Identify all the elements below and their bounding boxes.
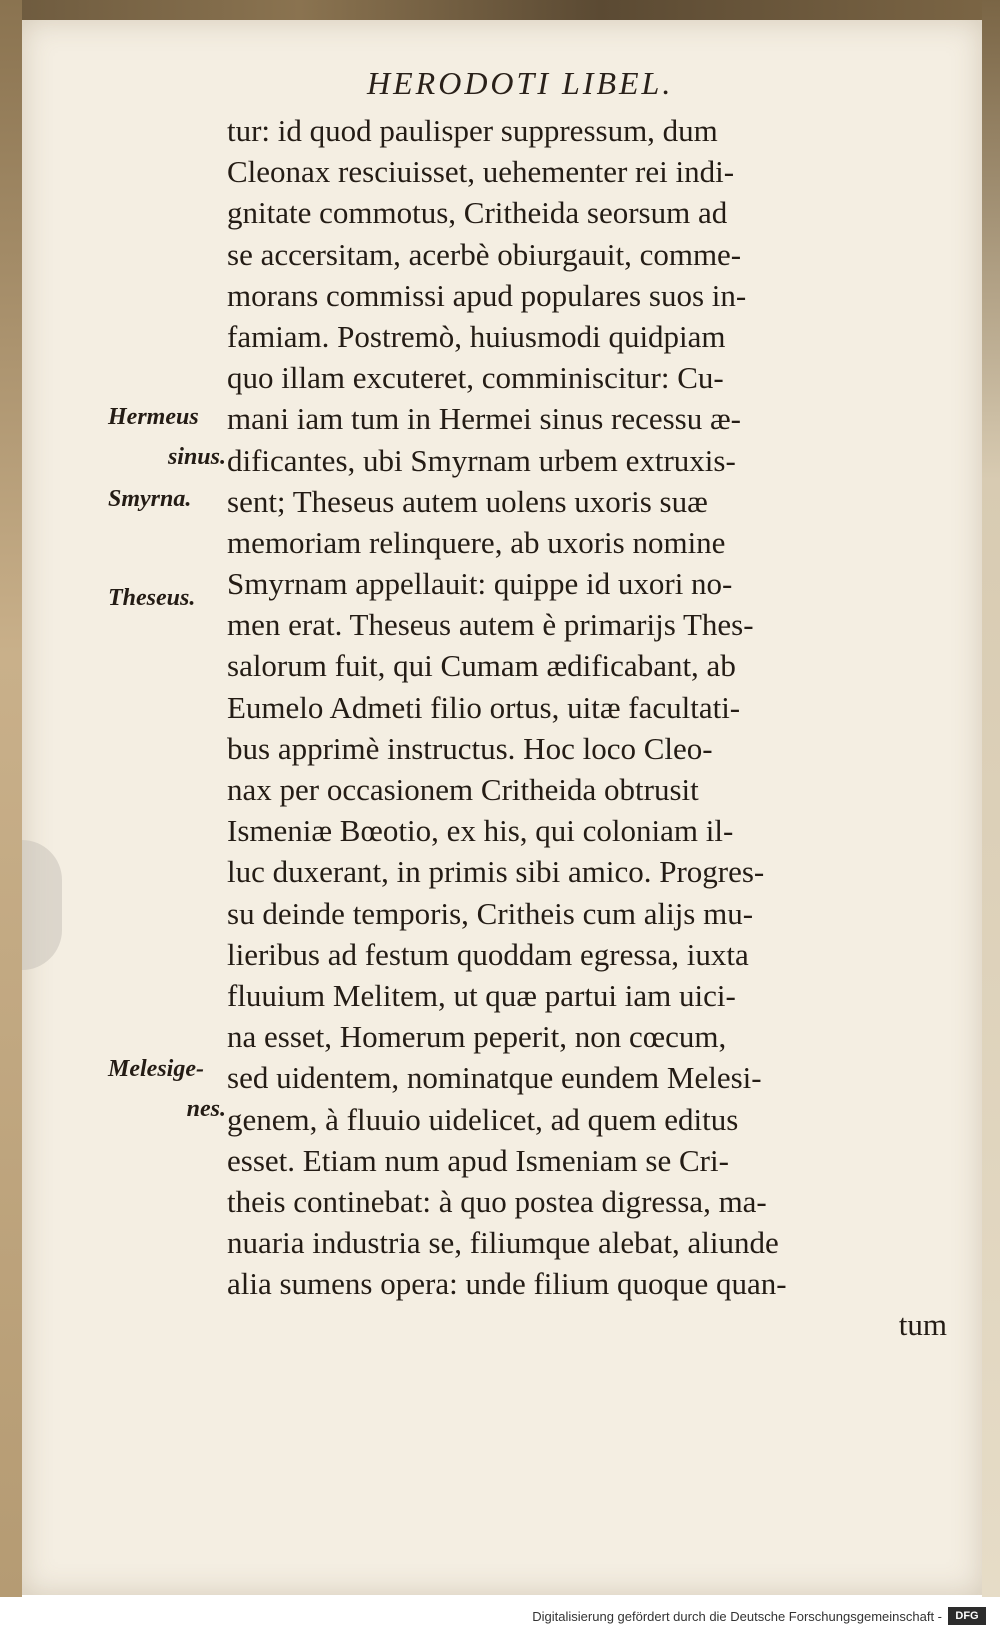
text-line: mani iam tum in Hermei sinus recessu æ- bbox=[227, 401, 741, 437]
margin-note-nes: nes. bbox=[186, 1096, 226, 1122]
text-line: Smyrnam appellauit: quippe id uxori no- bbox=[227, 566, 733, 602]
text-line: famiam. Postremò, huiusmodi quidpiam bbox=[227, 318, 726, 354]
text-line: nax per occasionem Critheida obtrusit bbox=[227, 772, 699, 807]
catchword: tum bbox=[898, 1307, 947, 1343]
margin-note-smyrna: Smyrna. bbox=[108, 486, 192, 512]
text-line: su deinde temporis, Critheis cum alijs mu- bbox=[227, 895, 754, 931]
text-line: bus apprimè instructus. Hoc loco Cleo- bbox=[227, 730, 713, 766]
text-line: dificantes, ubi Smyrnam urbem extruxis- bbox=[227, 442, 736, 478]
page-clip-mark bbox=[22, 840, 62, 970]
text-line: gnitate commotus, Critheida seorsum ad bbox=[227, 195, 728, 231]
text-line: morans commissi apud populares suos in- bbox=[227, 277, 747, 313]
text-line: luc duxerant, in primis sibi amico. Progres- bbox=[227, 854, 765, 890]
text-line: quo illam excuteret, comminiscitur: Cu- bbox=[227, 360, 724, 396]
digitization-footer bbox=[0, 1597, 1000, 1637]
text-line: na esset, Homerum peperit, non cœcum, bbox=[227, 1019, 727, 1055]
text-line: genem, à fluuio uidelicet, ad quem editus bbox=[227, 1101, 739, 1137]
scan-left-edge bbox=[0, 0, 22, 1637]
margin-note-melesige: Melesige- bbox=[108, 1056, 204, 1082]
text-line: se accersitam, acerbè obiurgauit, comme- bbox=[227, 236, 742, 272]
dfg-logo: DFG bbox=[948, 1607, 986, 1625]
funding-notice: Digitalisierung gefördert durch die Deutsche Forschungsgemeinschaft - bbox=[532, 1609, 942, 1624]
text-line: sed uidentem, nominatque eundem Melesi- bbox=[227, 1060, 762, 1096]
margin-note-theseus: Theseus. bbox=[108, 585, 196, 611]
text-line: esset. Etiam num apud Ismeniam se Cri- bbox=[227, 1142, 729, 1178]
body-text bbox=[227, 110, 947, 1346]
text-line: fluuium Melitem, ut quæ partui iam uici- bbox=[227, 977, 736, 1013]
scan-right-edge bbox=[982, 0, 1000, 1600]
text-line: sent; Theseus autem uolens uxoris suæ bbox=[227, 483, 708, 519]
text-line: tur: id quod paulisper suppressum, dum bbox=[227, 113, 718, 148]
margin-note-sinus: sinus. bbox=[167, 444, 226, 470]
running-header: HERODOTI LIBEL. bbox=[367, 65, 674, 101]
text-line: Eumelo Admeti filio ortus, uitæ facultati- bbox=[227, 689, 741, 725]
text-line: alia sumens opera: unde filium quoque quan- bbox=[227, 1266, 787, 1302]
margin-note-hermeus: Hermeus bbox=[108, 404, 199, 430]
text-line: lieribus ad festum quoddam egressa, iuxta bbox=[227, 936, 749, 972]
text-line: theis continebat: à quo postea digressa, ma- bbox=[227, 1183, 767, 1219]
text-line: Cleonax resciuisset, uehementer rei indi- bbox=[227, 154, 735, 190]
text-line: salorum fuit, qui Cumam ædificabant, ab bbox=[227, 648, 736, 684]
text-line: men erat. Theseus autem è primarijs Thes- bbox=[227, 607, 754, 643]
text-line: nuaria industria se, filiumque alebat, aliunde bbox=[227, 1225, 779, 1261]
book-page bbox=[22, 20, 982, 1595]
text-line: memoriam relinquere, ab uxoris nomine bbox=[227, 524, 726, 560]
text-line: Ismeniæ Bœotio, ex his, qui coloniam il- bbox=[227, 813, 734, 849]
